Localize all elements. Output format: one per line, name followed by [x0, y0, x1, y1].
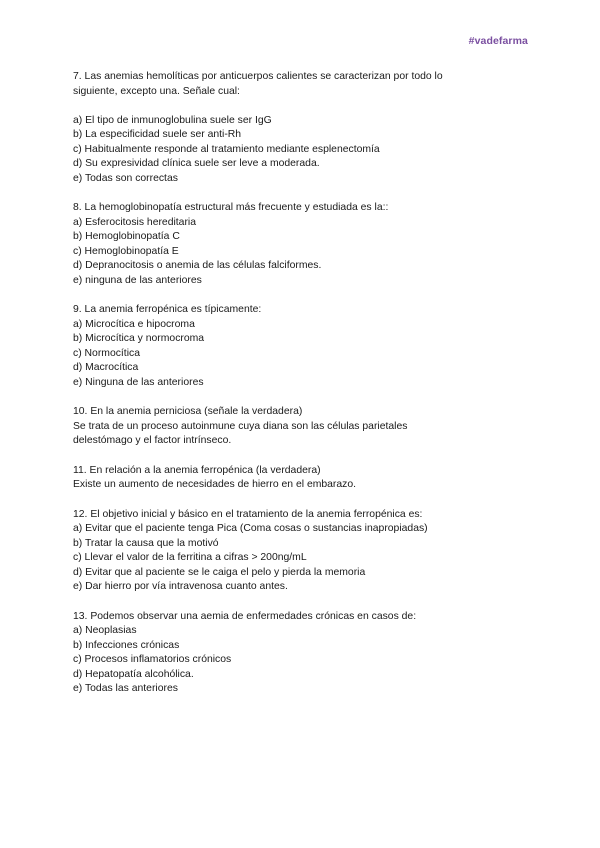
question-stem: 13. Podemos observar una aemia de enfermedades crónicas en casos de: — [73, 610, 417, 622]
option-c: c) Procesos inflamatorios crónicos — [73, 654, 232, 665]
option-c: c) Hemoglobinopatía E — [73, 245, 179, 257]
brand-hashtag: #vadefarma — [468, 35, 528, 47]
question-stem: 12. El objetivo inicial y básico en el tratamiento de la anemia ferropénica es: — [73, 508, 423, 520]
option-e: e) ninguna de las anteriores — [73, 274, 202, 286]
option-a: a) Evitar que el paciente tenga Pica (Coma cosas o sustancias inapropiadas) — [73, 523, 428, 534]
option-b: b) La especificidad suele ser anti-Rh — [73, 129, 242, 140]
option-b: b) Hemoglobinopatía C — [73, 231, 180, 242]
question-list — [73, 70, 463, 712]
question-12 — [73, 508, 463, 595]
option-c: c) Normocítica — [73, 347, 140, 359]
question-9 — [73, 303, 463, 390]
option-e: e) Dar hierro por vía intravenosa cuanto antes. — [73, 581, 288, 592]
question-11 — [73, 464, 463, 493]
option-a: a) El tipo de inmunoglobulina suele ser IgG — [73, 114, 272, 126]
option-d: d) Su expresividad clínica suele ser leve a moderada. — [73, 158, 320, 169]
option-a: a) Neoplasias — [73, 625, 137, 636]
option-d: d) Macrocítica — [73, 362, 139, 373]
option-e: e) Todas son correctas — [73, 172, 178, 184]
question-stem: 10. En la anemia perniciosa (señale la verdadera) — [73, 406, 303, 417]
option-a: a) Microcítica e hipocroma — [73, 318, 195, 330]
question-10 — [73, 405, 463, 449]
option-b: b) Infecciones crónicas — [73, 639, 180, 651]
option-c: c) Habitualmente responde al tratamiento mediante esplenectomía — [73, 143, 380, 155]
question-stem: 7. Las anemias hemolíticas por anticuerpos calientes se caracterizan por todo lo siguiente, excepto una. Señale cual: — [73, 71, 443, 97]
question-13 — [73, 610, 463, 697]
question-stem: 9. La anemia ferropénica es típicamente: — [73, 304, 262, 315]
option-e: e) Todas las anteriores — [73, 683, 178, 694]
question-answer: Existe un aumento de necesidades de hierro en el embarazo. — [73, 479, 357, 490]
question-answer: Se trata de un proceso autoinmune cuya diana son las células parietales delestómago y el factor intrínseco. — [73, 420, 408, 446]
option-e: e) Ninguna de las anteriores — [73, 376, 204, 388]
option-c: c) Llevar el valor de la ferritina a cifras > 200ng/mL — [73, 552, 307, 563]
question-stem: 8. La hemoglobinopatía estructural más frecuente y estudiada es la:: — [73, 202, 389, 213]
option-d: d) Hepatopatía alcohólica. — [73, 668, 194, 680]
option-d: d) Evitar que al paciente se le caiga el pelo y pierda la memoria — [73, 566, 366, 578]
question-stem: 11. En relación a la anemia ferropénica (la verdadera) — [73, 464, 321, 476]
option-d: d) Depranocitosis o anemia de las células falciformes. — [73, 260, 322, 271]
option-b: b) Microcítica y normocroma — [73, 333, 205, 344]
question-8 — [73, 201, 463, 288]
question-7 — [73, 70, 463, 186]
option-a: a) Esferocitosis hereditaria — [73, 216, 197, 228]
option-b: b) Tratar la causa que la motivó — [73, 537, 219, 549]
